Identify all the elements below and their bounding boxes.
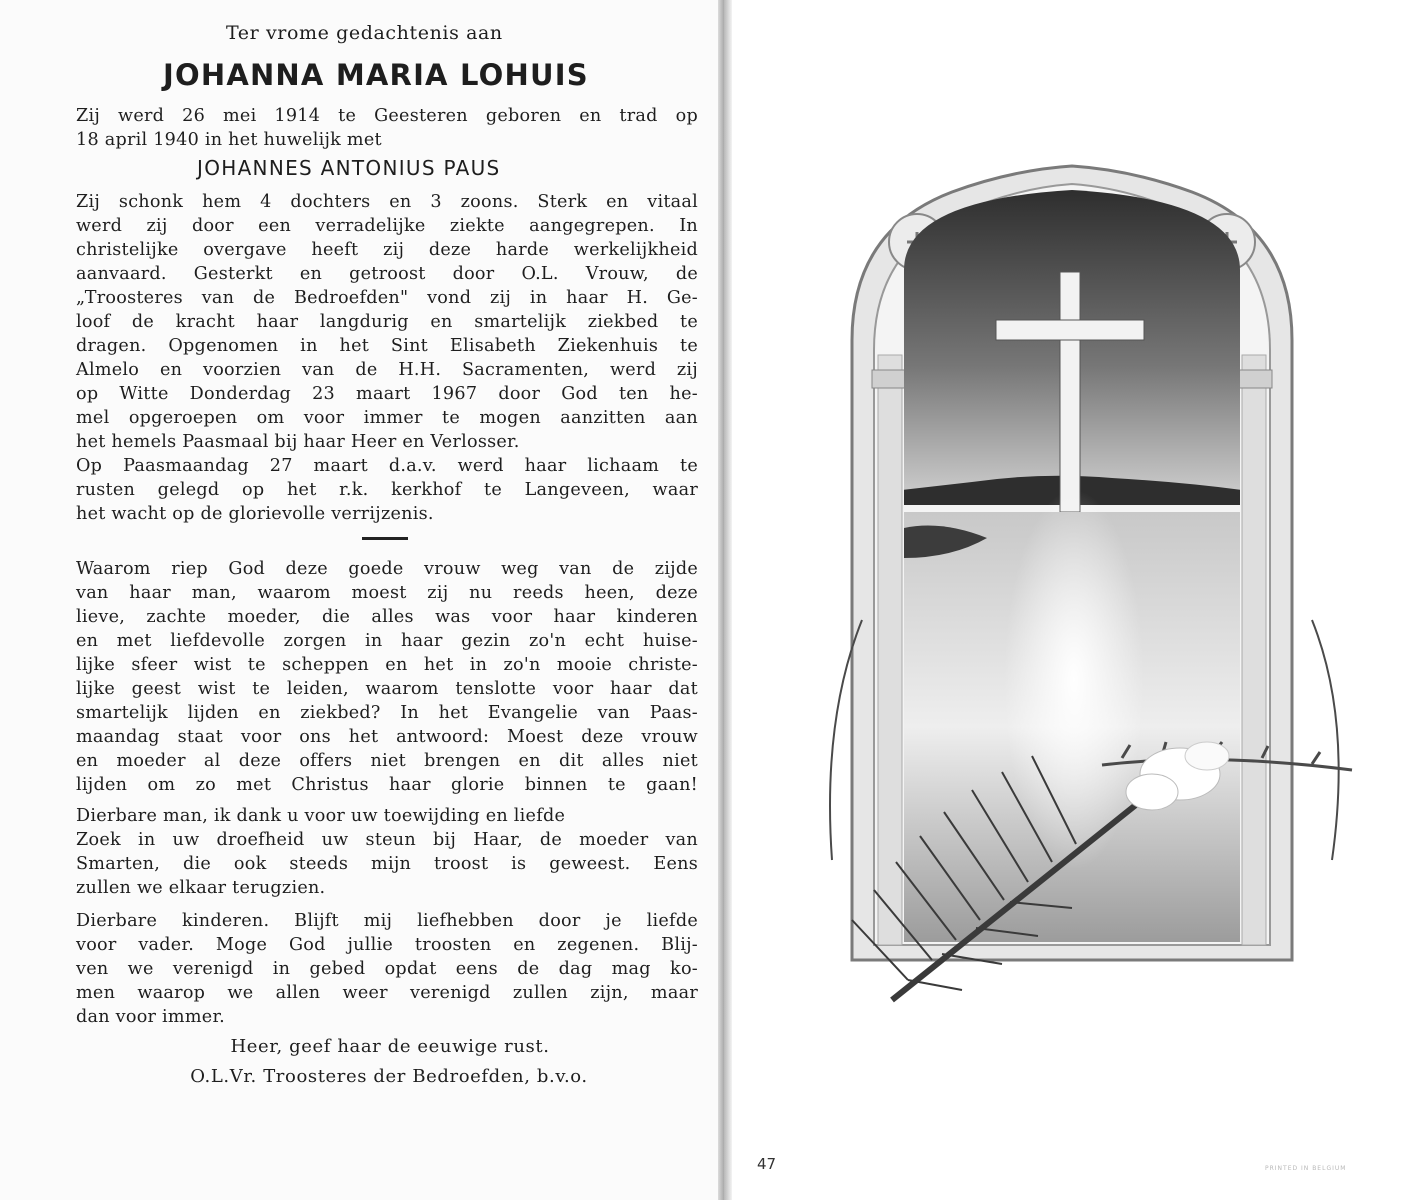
burial-line: Op Paasmaandag 27 maart d.a.v. werd haar lichaam te (76, 456, 698, 476)
children-line: dan voor immer. (76, 1007, 226, 1027)
biography-line: Almelo en voorzien van de H.H. Sacramenten, werd zij (76, 360, 698, 380)
closing-invocation: O.L.Vr. Troosteres der Bedroefden, b.v.o. (190, 1066, 588, 1087)
printer-mark: PRINTED IN BELGIUM (1265, 1165, 1347, 1172)
reflection-line: maandag staat voor ons het antwoord: Moest deze vrouw (76, 727, 698, 747)
reflection-line: en moeder al deze offers niet brengen en dit alles niet (76, 751, 698, 771)
children-line: voor vader. Moge God jullie troosten en zegenen. Blij- (76, 935, 698, 955)
biography-line: christelijke overgave heeft zij deze harde werkelijkheid (76, 240, 698, 260)
biography-line: op Witte Donderdag 23 maart 1967 door God ten he- (76, 384, 698, 404)
biography-line: „Troosteres van de Bedroefden" vond zij in haar H. Ge- (76, 288, 698, 308)
biography-line: loof de kracht haar langdurig en smartelijk ziekbed te (76, 312, 698, 332)
husband-line: Zoek in uw droefheid uw steun bij Haar, de moeder van (76, 830, 698, 850)
biography-line: Zij schonk hem 4 dochters en 3 zoons. Sterk en vitaal (76, 192, 698, 212)
biography-line: dragen. Opgenomen in het Sint Elisabeth Ziekenhuis te (76, 336, 698, 356)
birth-line: 18 april 1940 in het huwelijk met (76, 130, 382, 150)
memorial-heading: Ter vrome gedachtenis aan (226, 22, 503, 44)
closing-prayer: Heer, geef haar de eeuwige rust. (230, 1036, 550, 1057)
section-divider (362, 537, 408, 540)
reflection-line: lieve, zachte moeder, die alles was voor haar kinderen (76, 607, 698, 627)
reflection-line: Waarom riep God deze goede vrouw weg van de zijde (76, 559, 698, 579)
burial-line: rusten gelegd op het r.k. kerkhof te Langeveen, waar (76, 480, 698, 500)
page-number: 47 (757, 1155, 777, 1173)
burial-line: het wacht op de glorievolle verrijzenis. (76, 504, 434, 524)
water-scene (904, 490, 1240, 942)
husband-line: Smarten, die ook steeds mijn troost is geweest. Eens (76, 854, 698, 874)
husband-line: Dierbare man, ik dank u voor uw toewijding en liefde (76, 806, 566, 826)
reflection-line: lijke sfeer wist te scheppen en het in zo'n mooie christe- (76, 655, 698, 675)
biography-line: mel opgeroepen om voor immer te mogen aanzitten aan (76, 408, 698, 428)
husband-line: zullen we elkaar terugzien. (76, 878, 326, 898)
spouse-name: JOHANNES ANTONIUS PAUS (197, 156, 501, 180)
children-line: ven we verenigd in gebed opdat eens de dag mag ko- (76, 959, 698, 979)
reflection-line: en met liefdevolle zorgen in haar gezin zo'n echt huise- (76, 631, 698, 651)
children-line: men waarop we allen weer verenigd zullen zijn, maar (76, 983, 698, 1003)
reflection-line: smartelijk lijden en ziekbed? In het Evangelie van Paas- (76, 703, 698, 723)
deceased-name: JOHANNA MARIA LOHUIS (163, 58, 589, 92)
children-line: Dierbare kinderen. Blijft mij liefhebben door je liefde (76, 911, 698, 931)
reflection-line: lijke geest wist te leiden, waarom tenslotte voor haar dat (76, 679, 698, 699)
reflection-line: lijden om zo met Christus haar glorie binnen te gaan! (76, 775, 698, 795)
biography-line: werd zij door een verradelijke ziekte aangegrepen. In (76, 216, 698, 236)
biography-line: het hemels Paasmaal bij haar Heer en Verlosser. (76, 432, 520, 452)
biography-line: aanvaard. Gesterkt en getroost door O.L. Vrouw, de (76, 264, 698, 284)
holy-card-illustration (812, 160, 1372, 1020)
birth-line: Zij werd 26 mei 1914 te Geesteren geboren en trad op (76, 106, 698, 126)
reflection-line: van haar man, waarom moest zij nu reeds heen, deze (76, 583, 698, 603)
